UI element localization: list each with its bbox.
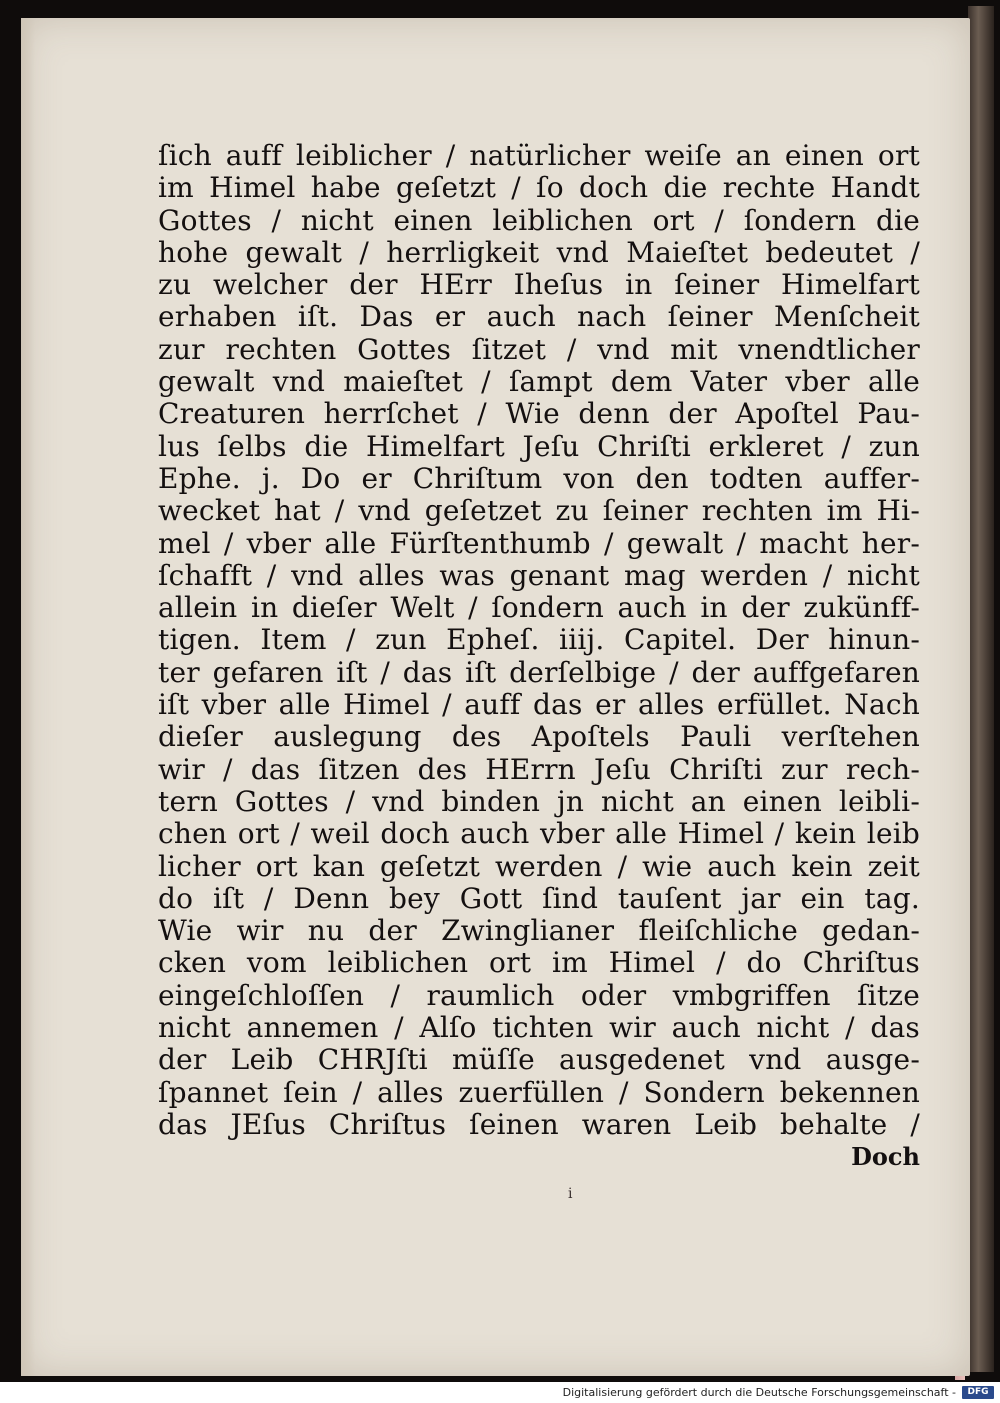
- text-line: eingeſchloſſen / raumlich oder vmbgriffen ſitze: [158, 978, 920, 1012]
- text-line: zu welcher der HErr Iheſus in ſeiner Himelfart: [158, 268, 920, 302]
- text-line: licher ort kan geſetzt werden / wie auch kein zeit: [158, 849, 920, 883]
- text-line: zur rechten Gottes ſitzet / vnd mit vnendtlicher: [158, 332, 920, 366]
- text-line: iſt vber alle Himel / auff das er alles erfüllet. Nach: [158, 688, 920, 722]
- text-line: Ephe. j. Do er Chriſtum von den todten auffer-: [158, 461, 920, 495]
- footer-bar: [0, 1382, 1000, 1403]
- text-line: wir / das ſitzen des HErrn Jeſu Chriſti zur rech-: [158, 752, 920, 786]
- text-line: do iſt / Denn bey Gott ſind tauſent jar ein tag.: [158, 881, 920, 915]
- book-spine-edge: [968, 6, 994, 1372]
- text-line: dieſer auslegung des Apoſtels Pauli verſtehen: [158, 720, 920, 754]
- text-line: tigen. Item / zun Epheſ. iiij. Capitel. Der hinun-: [158, 623, 920, 657]
- text-line: lus ſelbs die Himelfart Jeſu Chriſti erkleret / zun: [158, 429, 920, 463]
- text-line: ſchafft / vnd alles was genant mag werden / nicht: [158, 558, 920, 592]
- text-line: Wie wir nu der Zwinglianer fleiſchliche gedan-: [158, 914, 920, 948]
- text-line: tern Gottes / vnd binden jn nicht an einen leibli-: [158, 784, 920, 818]
- text-line: ſpannet ſein / alles zuerfüllen / Sondern bekennen: [158, 1075, 920, 1109]
- body-text: [158, 140, 920, 1141]
- text-line: ter gefaren iſt / das iſt derſelbige / der auffgefaren: [158, 655, 920, 689]
- catchword: Doch: [851, 1142, 920, 1171]
- text-line: cken vom leiblichen ort im Himel / do Chriſtus: [158, 946, 920, 980]
- text-line: wecket hat / vnd geſetzet zu ſeiner rechten im Hi-: [158, 494, 920, 528]
- text-line: mel / vber alle Fürſtenthumb / gewalt / macht her-: [158, 526, 920, 560]
- page-gutter-shadow: [21, 18, 35, 1376]
- text-line: der Leib CHRJſti müſſe ausgedenet vnd ausge-: [158, 1043, 920, 1077]
- footer-credit: Digitalisierung gefördert durch die Deutsche Forschungsgemeinschaft -: [562, 1386, 956, 1399]
- text-line: Gottes / nicht einen leiblichen ort / ſondern die: [158, 203, 920, 237]
- text-line: allein in dieſer Welt / ſondern auch in der zukünff-: [158, 591, 920, 625]
- text-line: nicht annemen / Alſo tichten wir auch nicht / das: [158, 1011, 920, 1045]
- text-line: erhaben iſt. Das er auch nach ſeiner Menſcheit: [158, 300, 920, 334]
- text-line: chen ort / weil doch auch vber alle Himel / kein leib: [158, 817, 920, 851]
- text-line: gewalt vnd maieſtet / ſampt dem Vater vber alle: [158, 365, 920, 399]
- text-line: das JEſus Chriſtus ſeinen waren Leib behalte /: [158, 1107, 920, 1141]
- dfg-logo-icon: DFG: [962, 1386, 994, 1399]
- signature-mark: i: [568, 1186, 573, 1202]
- text-line: im Himel habe geſetzt / ſo doch die rechte Handt: [158, 171, 920, 205]
- text-line: ſich auff leiblicher / natürlicher weiſe an einen ort: [158, 139, 920, 172]
- text-line: hohe gewalt / herrligkeit vnd Maieſtet bedeutet /: [158, 235, 920, 269]
- text-line: Creaturen herrſchet / Wie denn der Apoſtel Pau-: [158, 397, 920, 431]
